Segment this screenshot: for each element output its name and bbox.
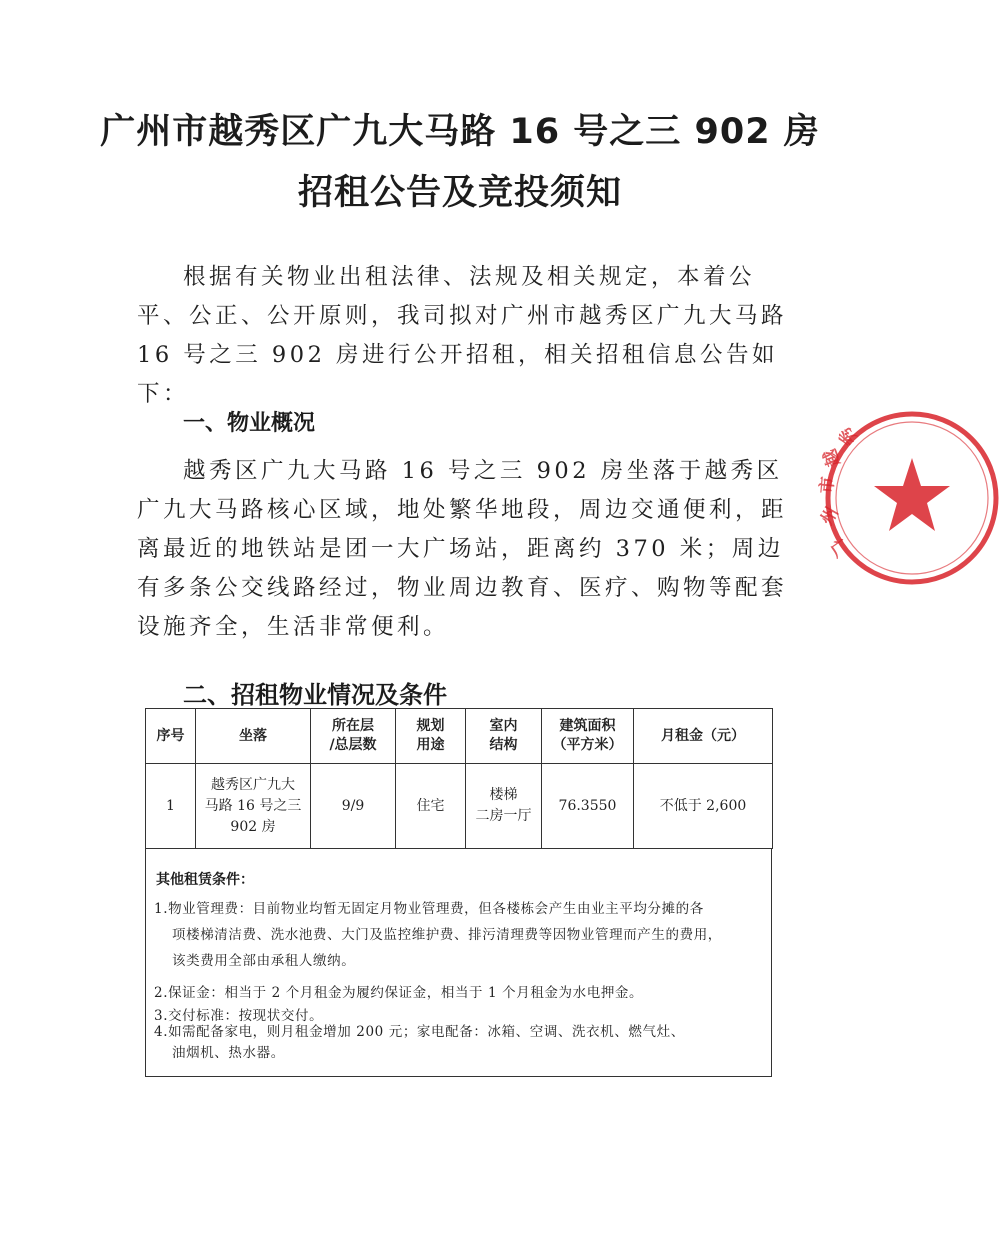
condition-item-4 (154, 1022, 764, 1064)
condition-item-1 (154, 896, 764, 974)
document-title-line-1: 广州市越秀区广九大马路 16 号之三 902 房 (100, 112, 820, 152)
section-1-heading: 一、物业概况 (183, 411, 316, 436)
condition-item-4-line-a: 4.如需配备家电，则月租金增加 200 元；家电配备：冰箱、空调、洗衣机、燃气灶、 (154, 1024, 685, 1040)
section-2-heading: 二、招租物业情况及条件 (183, 681, 447, 709)
rental-table (145, 708, 773, 849)
header-area: 建筑面积 （平方米） (542, 709, 634, 764)
condition-item-2: 2.保证金：相当于 2 个月租金为履约保证金，相当于 1 个月租金为水电押金。 (154, 985, 644, 1001)
table-row (146, 764, 773, 849)
cell-area: 76.3550 (542, 764, 634, 849)
cell-no: 1 (146, 764, 196, 849)
intro-paragraph: 根据有关物业出租法律、法规及相关规定，本着公平、公正、公开原则，我司拟对广州市越秀区广九大马路 16 号之三 902 房进行公开招租，相关招租信息公告如下： (137, 264, 788, 407)
condition-item-4-line-b: 油烟机、热水器。 (172, 1045, 285, 1061)
cell-use: 住宅 (396, 764, 466, 849)
header-floor: 所在层 /总层数 (311, 709, 396, 764)
conditions-title: 其他租赁条件： (156, 872, 254, 888)
svg-text:秀: 秀 (835, 422, 862, 449)
header-rent: 月租金（元） (634, 709, 773, 764)
svg-text:越: 越 (820, 446, 845, 470)
condition-item-1-line-b: 项楼梯清洁费、洗水池费、大门及监控维护费、排污清理费等因物业管理而产生的费用， (172, 927, 722, 943)
document-title-line-2: 招租公告及竞投须知 (297, 173, 622, 213)
cell-floor: 9/9 (311, 764, 396, 849)
header-location: 坐落 (196, 709, 311, 764)
cell-structure: 楼梯 二房一厅 (466, 764, 542, 849)
condition-item-1-line-a: 1.物业管理费：目前物业均暂无固定月物业管理费，但各楼栋会产生由业主平均分摊的各 (154, 901, 704, 917)
header-structure: 室内 结构 (466, 709, 542, 764)
section-1-body: 越秀区广九大马路 16 号之三 902 房坐落于越秀区广九大马路核心区域，地处繁华地段，周边交通便利，距离最近的地铁站是团一大广场站，距离约 370 米；周边有多条公交线路经过，物业周边教育、医疗、购物等配套设施齐全，生活非常便利。 (137, 458, 788, 640)
cell-location: 越秀区广九大 马路 16 号之三 902 房 (196, 764, 311, 849)
cell-rent: 不低于 2,600 (634, 764, 773, 849)
svg-text:广: 广 (827, 535, 853, 563)
company-seal-stamp (817, 408, 1002, 588)
condition-item-1-line-c: 该类费用全部由承租人缴纳。 (172, 953, 356, 969)
table-header-row (146, 709, 773, 764)
svg-text:州: 州 (817, 503, 843, 529)
header-no: 序号 (146, 709, 196, 764)
svg-text:市: 市 (817, 475, 839, 495)
other-conditions-box (145, 849, 772, 1077)
header-use: 规划 用途 (396, 709, 466, 764)
condition-item-3: 3.交付标准：按现状交付。 (154, 1008, 324, 1024)
